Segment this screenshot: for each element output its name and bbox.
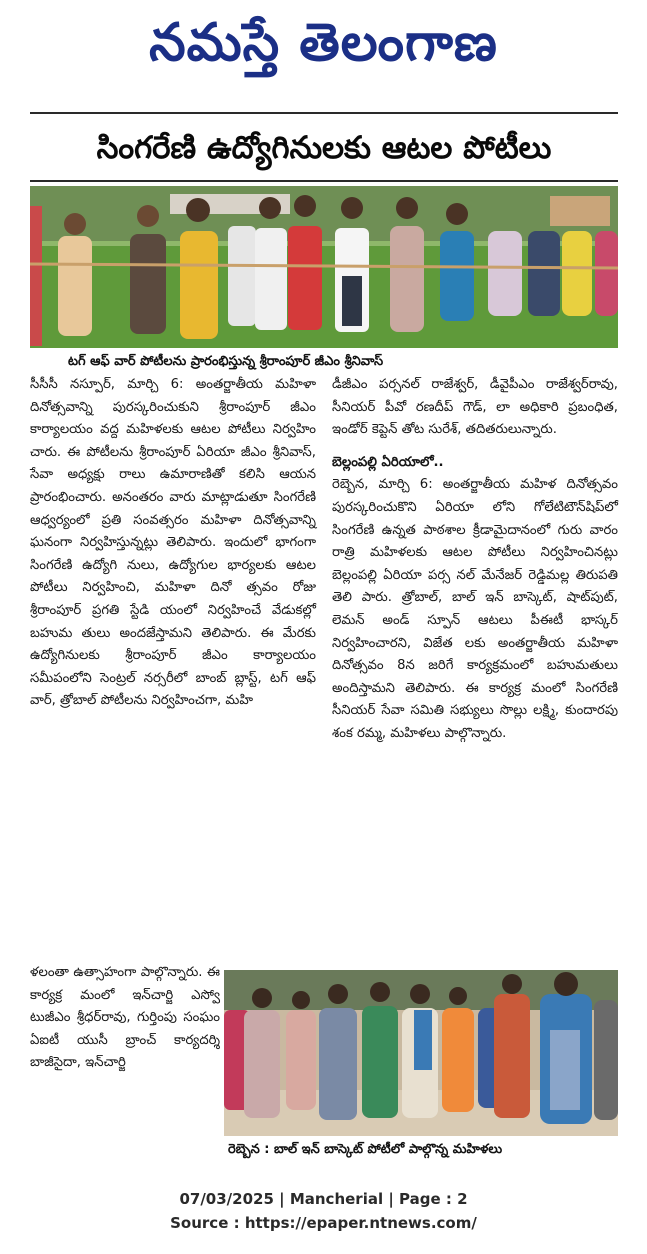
headline-rule bbox=[30, 180, 618, 182]
right-column bbox=[332, 374, 618, 746]
footer-dateline: 07/03/2025 | Mancherial | Page : 2 bbox=[179, 1190, 468, 1208]
top-rule bbox=[30, 112, 618, 114]
photo1-caption: టగ్ ఆఫ్ వార్ పోటీలను ప్రారంభిస్తున్న శ్రీరాంపూర్ జీఎం శ్రీనివాస్ bbox=[68, 354, 384, 369]
left-column bbox=[30, 374, 316, 713]
headline: సింగరేణి ఉద్యోగినులకు ఆటల పోటీలు bbox=[96, 130, 552, 166]
right-column-text-2: రెబ్బెన, మార్చి 6: అంతర్జాతీయ మహిళ దినోత్సవం పురస్కరించుకొని ఏరియా లోని గోలేటిటౌన్‌షిప్‌లో సింగరేణి ఉన్నత పాఠశాల క్రీడామైదానంలో గురు వారం రాత్రి మహిళలకు ఆటల పోటీలు నిర్వహించినట్లు బెల్లంపల్లి ఏరియా పర్స నల్ మేనేజర్ రెడ్డిమల్ల తిరుపతి తెలి పారు. త్రోబాల్, బాల్ ఇన్ బాస్కెట్, షాట్‌పుట్, లెమన్ అండ్ స్పూన్ ఆటలు పీఈటీ భాస్కర్ నిర్వహించారని, విజేత లకు అంతర్జాతీయ మహిళా దినోత్సవం 8న జరిగే కార్యక్రమంలో బహుమతులు అందిస్తామని తెలిపారు. ఈ కార్యక్ర మంలో సింగరేణి సీనియర్ సేవా సమితి సభ్యులు సొల్లు లక్ష్మి, కుందారపు శంక రమ్మ, మహిళలు పాల్గొన్నారు. bbox=[332, 477, 618, 741]
footer-source: Source : https://epaper.ntnews.com/ bbox=[170, 1214, 477, 1232]
left-column-narrow-text: ళలంతా ఉత్సాహంగా పాల్గొన్నారు. ఈ కార్యక్ర మంలో ఇన్‌చార్జి ఎస్వో టుజీఎం శ్రీధర్‌రావు, గుర్తింపు సంఘం ఏఐటీ యుసీ బ్రాంచ్ కార్యదర్శి బాజీసైదా, ఇన్‌చార్జి bbox=[30, 965, 220, 1071]
masthead: నమస్తే తెలంగాణ bbox=[149, 13, 498, 73]
right-column-text-1: డీజీఎం పర్సనల్ రాజేశ్వర్, డీవైపీఎం రాజేశ్వర్‌రావు, సీనియర్ పీవో రణదీప్ గౌడ్, లా అధికారి ప్రబంధిత, ఇండోర్ కెప్టెన్ తోట సురేశ్, తదితరులున్నారు. bbox=[332, 377, 618, 438]
left-column-narrow bbox=[30, 962, 220, 1075]
photo2-caption: రెబ్బెన : బాల్ ఇన్ బాస్కెట్ పోటీలో పాల్గొన్న మహిళలు bbox=[228, 1142, 503, 1157]
subhead: బెల్లంపల్లి ఏరియాలో.. bbox=[332, 454, 444, 470]
left-column-text: సీసీసీ నస్పూర్, మార్చి 6: అంతర్జాతీయ మహిళా దినోత్సవాన్ని పురస్కరించుకుని శ్రీరాంపూర్ జీఎం కార్యాలయం వద్ద మహిళలకు ఆటల పోటీలు నిర్వహిం చారు. ఈ పోటీలను శ్రీరాంపూర్ ఏరియా జీఎం శ్రీనివాస్, సేవా అధ్యక్షు రాలు ఉమారాణితో కలిసి ఆయన ప్రారంభించారు. అనంతరం వారు మాట్లాడుతూ సింగరేణి ఆధ్వర్యంలో ప్రతి సంవత్సరం మహిళా దినోత్సవాన్ని ఘనంగా నిర్వహిస్తున్నట్లు తెలిపారు. ఇందులో భాగంగా సింగరేణి ఉద్యోగి నులు, ఉద్యోగుల భార్యలకు ఆటల పోటీలు నిర్వహించి, మహిళా దినో త్సవం రోజు శ్రీరాంపూర్ ప్రగతి స్టేడి యంలో నిర్వహించే వేడుకల్లో బహుమ తులు అందజేస్తామని తెలిపారు. ఈ మేరకు ఉద్యోగినులకు శ్రీరాంపూర్ జీఎం కార్యాలయం సమీపంలోని సెంట్రల్ నర్సరీలో బాంబ్ బ్లాస్ట్, టగ్ ఆఫ్ వార్, త్రోబాల్ పోటీలను నిర్వహించగా, మహి bbox=[30, 377, 316, 709]
photo-tug-of-war bbox=[30, 186, 618, 348]
photo-ball-in-basket bbox=[224, 970, 618, 1136]
